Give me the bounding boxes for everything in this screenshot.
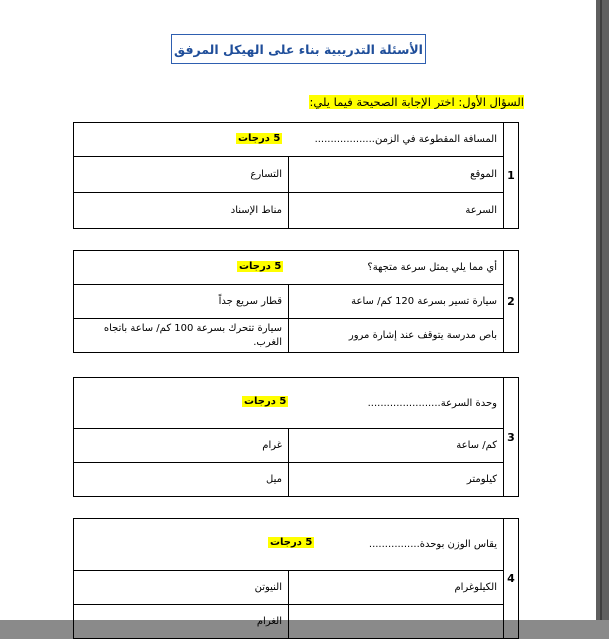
option-a[interactable]: الموقع [289, 157, 504, 193]
option-a[interactable]: الكيلوغرام [289, 571, 504, 605]
question-prompt-text: أي مما يلي يمثل سرعة متجهة؟ [367, 262, 497, 273]
question-number: 4 [504, 519, 519, 639]
option-a[interactable]: سيارة تسير بسرعة 120 كم/ ساعة [289, 285, 504, 319]
option-c[interactable]: باص مدرسة يتوقف عند إشارة مرور [289, 319, 504, 353]
question-prompt [74, 519, 504, 571]
question-number: 1 [504, 123, 519, 229]
question-prompt-text: يقاس الوزن بوحدة................ [368, 539, 497, 550]
question-prompt-text: المسافة المقطوعة في الزمن................... [314, 134, 497, 145]
question-prompt [74, 123, 504, 157]
option-d[interactable]: ميل [74, 463, 289, 497]
option-b[interactable]: غرام [74, 429, 289, 463]
document-title: الأسئلة التدريبية بناء على الهيكل المرفق [171, 34, 426, 64]
page-edge-shadow [596, 0, 609, 620]
option-c[interactable]: كيلومتر [289, 463, 504, 497]
points-badge: 5 درجات [270, 537, 313, 548]
question-4-table [73, 518, 519, 639]
option-c[interactable]: السرعة [289, 193, 504, 229]
question-prompt [74, 378, 504, 429]
points-badge: 5 درجات [238, 133, 281, 144]
option-d[interactable]: مناط الإسناد [74, 193, 289, 229]
option-b[interactable]: قطار سريع جداً [74, 285, 289, 319]
question-2-table [73, 250, 519, 353]
question-prompt [74, 251, 504, 285]
section-heading [309, 95, 524, 109]
points-badge: 5 درجات [244, 396, 287, 407]
section-heading-text: السؤال الأول: اختر الإجابة الصحيحة فيما يلي: [309, 95, 524, 109]
option-d[interactable]: سيارة تتحرك بسرعة 100 كم/ ساعة باتجاه الغرب. [74, 319, 289, 353]
question-1-table [73, 122, 519, 229]
question-3-table [73, 377, 519, 497]
option-b[interactable]: التسارع [74, 157, 289, 193]
question-prompt-text: وحدة السرعة....................... [367, 397, 497, 409]
points-badge: 5 درجات [239, 261, 282, 272]
question-number: 3 [504, 378, 519, 497]
option-c[interactable] [289, 605, 504, 639]
question-number: 2 [504, 251, 519, 353]
option-b[interactable]: النيوتن [74, 571, 289, 605]
option-a[interactable]: كم/ ساعة [289, 429, 504, 463]
option-d[interactable]: الغرام [74, 605, 289, 639]
